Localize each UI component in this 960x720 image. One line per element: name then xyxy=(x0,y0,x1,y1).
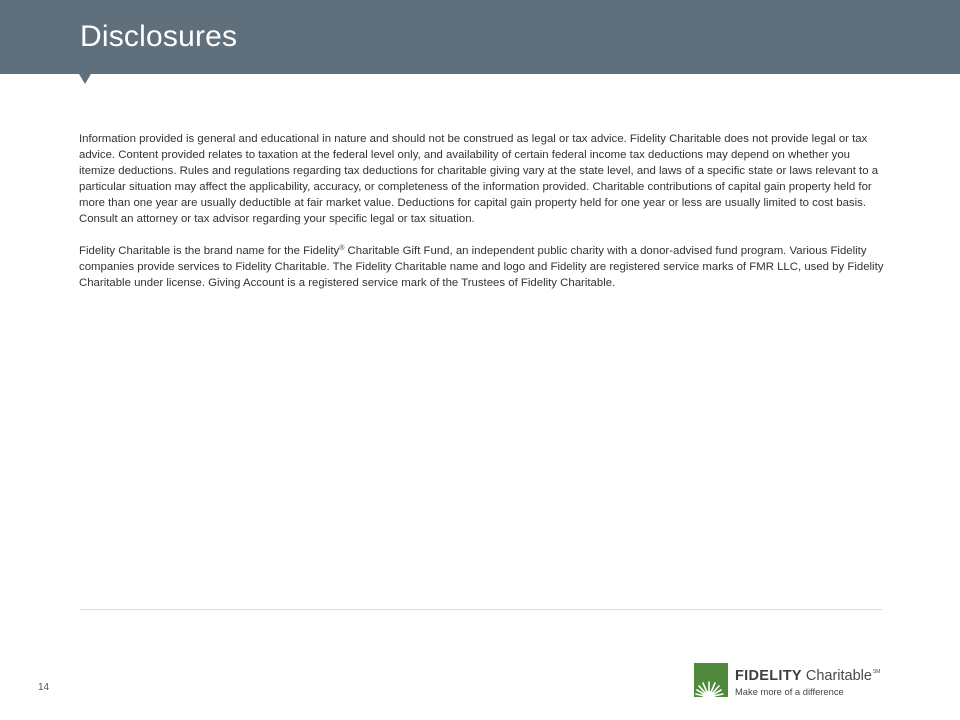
disclosure-content xyxy=(79,131,885,307)
fidelity-charitable-starburst-icon xyxy=(694,663,728,697)
registered-mark: ® xyxy=(339,245,345,252)
disclosure-paragraph-tax: Information provided is general and educational in nature and should not be construed as legal or tax advice. Fidelity Charitable does not provide legal or tax advice. Content provided relates to taxation at the federal level only, and availability of certain federal income tax deductions may depend on whether you itemize deductions. Rules and regulations regarding tax deductions for charitable giving vary at the state level, and laws of a specific state or laws relevant to a particular situation may affect the applicability, accuracy, or completeness of the information provided. Charitable contributions of capital gain property held for more than one year are usually deductible at fair market value. Deductions for capital gain property held for one year or less are usually limited to cost basis. Consult an attorney or tax advisor regarding your specific legal or tax situation. xyxy=(79,133,879,225)
fidelity-charitable-logo xyxy=(694,662,880,698)
logo-brand-bold: FIDELITY xyxy=(735,667,802,684)
logo-brand-light: Charitable xyxy=(805,667,872,684)
slide-title: Disclosures xyxy=(80,20,238,53)
brand-paragraph-start: Fidelity Charitable is the brand name for the Fidelity xyxy=(79,245,340,257)
disclosure-paragraph-brand xyxy=(79,243,885,291)
header-notch xyxy=(79,74,91,84)
logo-wordmark xyxy=(735,664,880,697)
logo-trademark: SM xyxy=(872,668,881,675)
logo-brand-line xyxy=(735,664,880,685)
footer-divider xyxy=(80,609,882,610)
logo-tagline: Make more of a difference xyxy=(735,685,844,697)
page-number: 14 xyxy=(38,682,50,693)
brand-paragraph-rest: Charitable Gift Fund, an independent public charity with a donor-advised fund program. Various Fidelity companies provide services to Fidelity Charitable. The Fidelity Charitable name and logo and Fidelity are registered service marks of FMR LLC, used by Fidelity Charitable under license. Giving Account is a registered service mark of the Trustees of Fidelity Charitable. xyxy=(79,245,884,289)
